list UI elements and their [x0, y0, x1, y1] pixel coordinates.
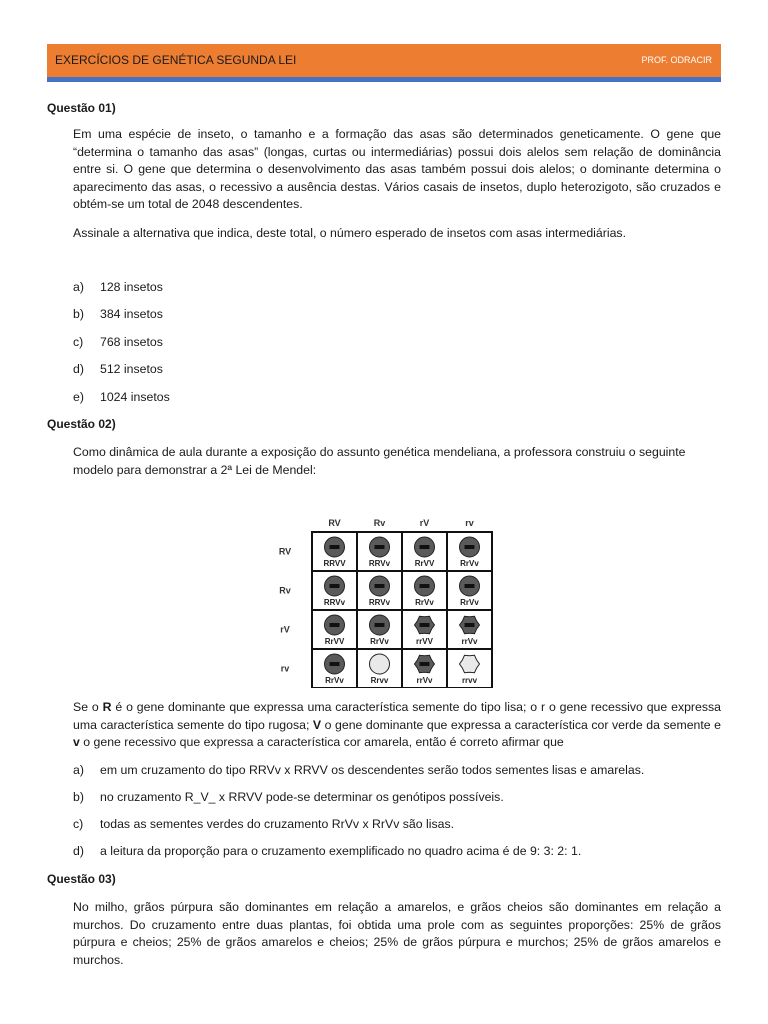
genotype-label: RRVv — [368, 598, 391, 607]
option-text: 512 insetos — [100, 362, 163, 376]
question-3-title: Questão 03) — [47, 872, 116, 886]
seed-mark-icon — [420, 623, 430, 627]
genotype-label: RRVV — [323, 559, 346, 568]
column-header: RV — [328, 518, 341, 528]
option-letter: b) — [73, 790, 84, 804]
option-text: 768 insetos — [100, 335, 163, 349]
header-divider — [47, 77, 721, 82]
question-1-text: Em uma espécie de inseto, o tamanho e a formação das asas são determinados geneticamente. O gene que “determina o tamanho das asas” (longas, curtas ou intermediárias) possui dois alelos sem relação de dominância entre si. O gene que determina o desenvolvimento das asas também possui dois alelos; o dominante determina o aparecimento das asas, o recessivo a ausência destas. Vários casais de insetos, duplo heterozigoto, são cruzados e obtém-se um total de 2048 descendentes. — [73, 127, 721, 212]
option-letter: a) — [73, 280, 84, 294]
row-header: Rv — [279, 585, 291, 596]
question-2-title: Questão 02) — [47, 417, 116, 431]
seed-mark-icon — [330, 584, 340, 588]
text-fragment: Se o — [73, 700, 103, 714]
option-text: 128 insetos — [100, 280, 163, 294]
question-1-prompt: Assinale a alternativa que indica, deste total, o número esperado de insetos com asas intermediárias. — [73, 226, 626, 240]
column-header: Rv — [373, 518, 386, 528]
option-letter: c) — [73, 335, 84, 349]
seed-mark-icon — [465, 545, 475, 549]
question-2-text — [73, 699, 721, 752]
question-1-title: Questão 01) — [47, 101, 116, 115]
option-text: em um cruzamento do tipo RRVv x RRVV os descendentes serão todos sementes lisas e amarelas. — [100, 763, 645, 777]
gene-V: V — [312, 717, 322, 732]
seed-mark-icon — [375, 623, 385, 627]
column-header: rV — [419, 518, 430, 528]
option-text: 1024 insetos — [100, 390, 170, 404]
option-letter: d) — [73, 362, 84, 376]
column-header: rv — [465, 518, 474, 528]
option-text: 384 insetos — [100, 307, 163, 321]
option-text: a leitura da proporção para o cruzamento exemplificado no quadro acima é de 9: 3: 2: 1. — [100, 844, 582, 858]
genotype-label: RrVv — [325, 676, 344, 685]
genotype-label: RRVv — [323, 598, 346, 607]
seed-mark-icon — [330, 545, 340, 549]
text-fragment: o gene recessivo que expressa a característica cor amarela, então é correto afirmar que — [79, 735, 564, 750]
genotype-label: RrVv — [460, 598, 479, 607]
question-2-intro: Como dinâmica de aula durante a exposição do assunto genética mendeliana, a professora construiu o seguinte modelo para demonstrar a 2ª Lei de Mendel: — [73, 445, 686, 477]
genotype-label: RrVv — [415, 598, 434, 607]
seed-mark-icon — [330, 623, 340, 627]
seed-mark-icon — [375, 584, 385, 588]
gene-v: v — [73, 735, 80, 750]
punnett-square — [275, 512, 493, 688]
document-title: EXERCÍCIOS DE GENÉTICA SEGUNDA LEI — [55, 53, 297, 67]
genotype-label: rrvv — [461, 676, 478, 685]
seed-mark-icon — [420, 545, 430, 549]
genotype-label: RrVV — [414, 559, 435, 568]
option-text: no cruzamento R_V_ x RRVV pode-se determinar os genótipos possíveis. — [100, 790, 504, 804]
genotype-label: RrVV — [324, 637, 345, 646]
header-bar — [47, 44, 721, 77]
seed-smooth-icon — [370, 654, 390, 674]
genotype-label: rrVv — [416, 676, 433, 685]
genotype-label: Rrvv — [370, 676, 389, 685]
option-letter: e) — [73, 390, 84, 404]
author-label: PROF. ODRACIR — [641, 55, 712, 65]
seed-mark-icon — [465, 623, 475, 627]
row-header: rv — [280, 663, 290, 674]
text-fragment: é o gene dominante que expressa uma característica semente do tipo lisa; o r o gene recessivo que expressa uma característica semente do tipo rugosa; — [73, 700, 721, 732]
punnett-square-figure — [275, 512, 493, 688]
option-letter: d) — [73, 844, 84, 858]
option-letter: b) — [73, 307, 84, 321]
genotype-label: RrVv — [370, 637, 389, 646]
row-header: rV — [280, 624, 290, 635]
seed-mark-icon — [330, 662, 340, 666]
genotype-label: RrVv — [460, 559, 479, 568]
seed-mark-icon — [375, 545, 385, 549]
row-header: RV — [278, 546, 292, 557]
seed-mark-icon — [465, 584, 475, 588]
seed-mark-icon — [420, 662, 430, 666]
option-letter: c) — [73, 817, 84, 831]
seed-mark-icon — [420, 584, 430, 588]
text-fragment: o gene dominante que expressa a característica cor verde da semente e — [321, 717, 722, 732]
question-3-text: No milho, grãos púrpura são dominantes em relação a amarelos, e grãos cheios são dominantes em relação a murchos. Do cruzamento entre duas plantas, foi obtida uma prole com as seguintes proporções: 25% de grãos púrpura e cheios; 25% de grãos amarelos e cheios; 25% de grãos púrpura e murchos; 25% de grãos amarelos e murchos. — [73, 900, 721, 967]
gene-R: R — [102, 700, 112, 714]
genotype-label: rrVv — [461, 637, 478, 646]
option-letter: a) — [73, 763, 84, 777]
genotype-label: rrVV — [416, 637, 433, 646]
genotype-label: RRVv — [368, 559, 391, 568]
option-text: todas as sementes verdes do cruzamento RrVv x RrVv são lisas. — [100, 817, 455, 831]
